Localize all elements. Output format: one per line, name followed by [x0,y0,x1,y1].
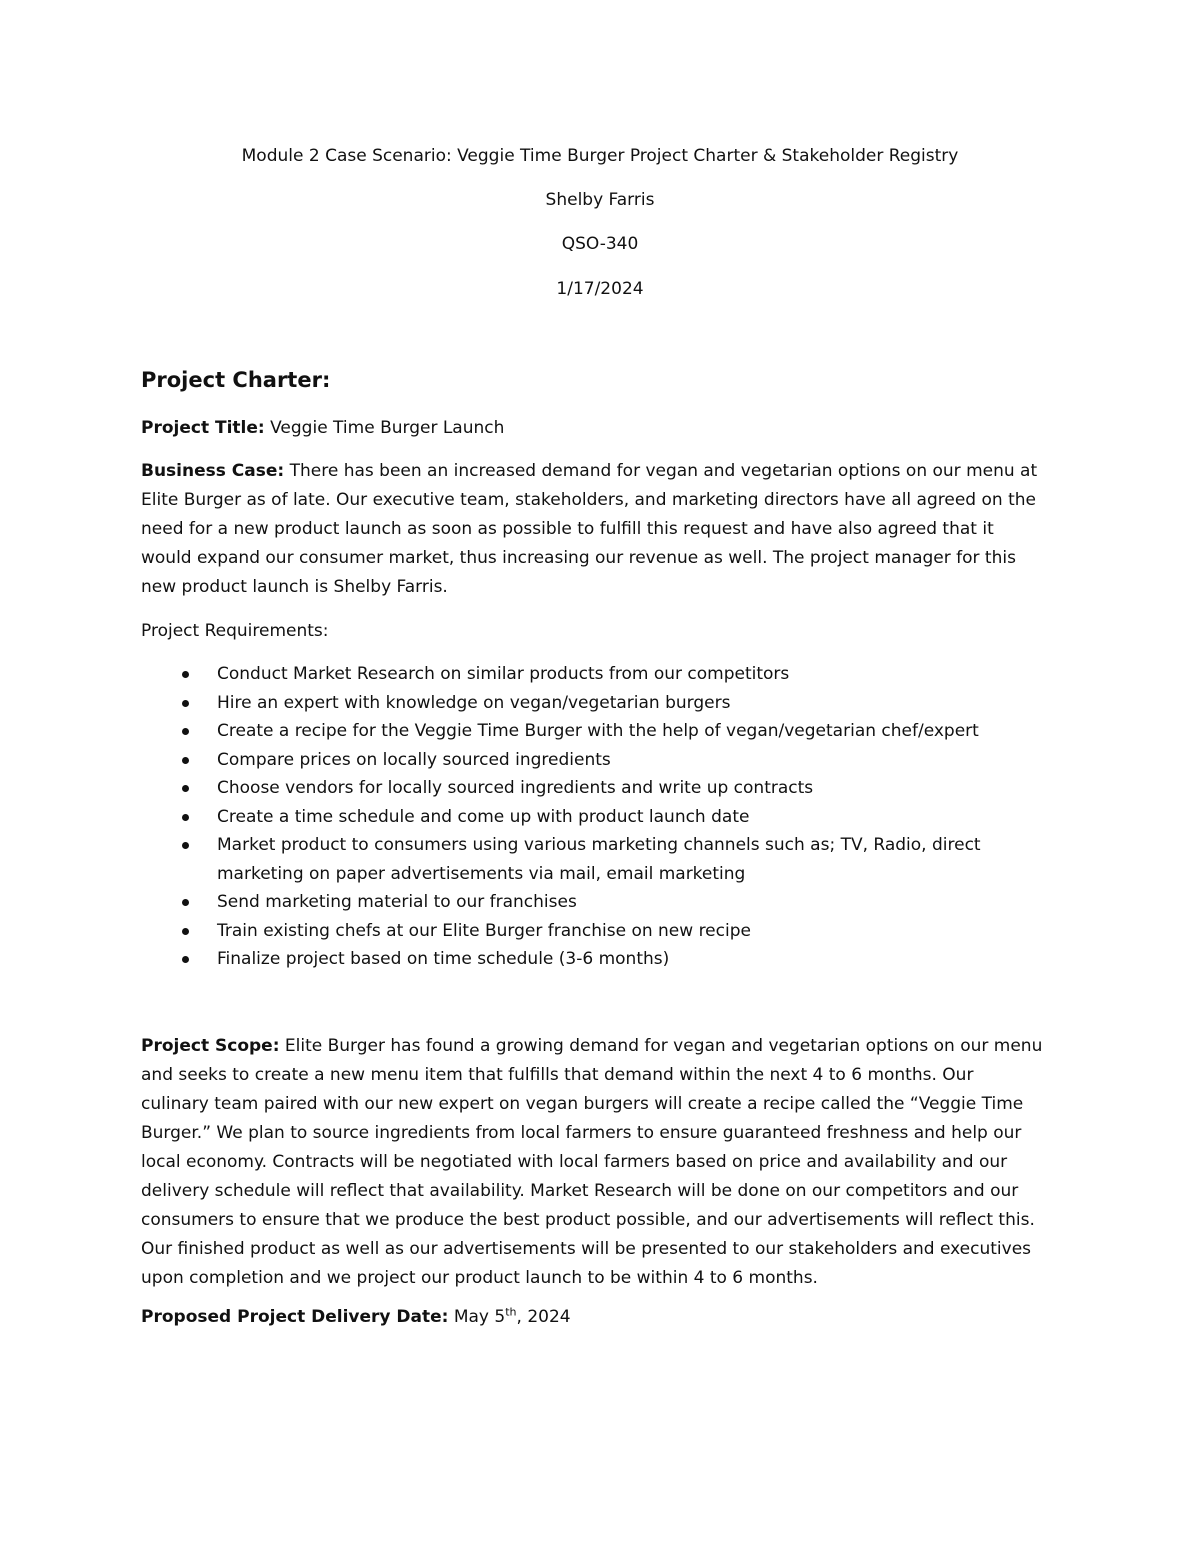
bullet-icon [182,928,189,935]
business-case-line: new product launch is Shelby Farris. [141,577,448,597]
list-item-text: Train existing chefs at our Elite Burger franchise on new recipe [217,920,751,941]
delivery-date-month: May 5 [448,1307,506,1327]
bullet-icon [182,671,189,678]
document-title: Module 2 Case Scenario: Veggie Time Burger Project Charter & Stakeholder Registry [241,146,959,166]
scope-line: Burger.” We plan to source ingredients from local farmers to ensure guaranteed freshness and help our [141,1123,1022,1143]
list-item-text: Market product to consumers using various marketing channels such as; TV, Radio, direct [217,835,981,855]
scope-line: Elite Burger has found a growing demand for vegan and vegetarian options on our menu [279,1036,1043,1056]
scope-line: Our finished product as well as our advertisements will be presented to our stakeholders and executives [141,1239,1032,1259]
bullet-icon [182,956,189,963]
list-item-text: Create a recipe for the Veggie Time Burger with the help of vegan/vegetarian chef/expert [217,721,979,741]
course-code: QSO-340 [561,234,639,254]
list-item-text: Choose vendors for locally sourced ingredients and write up contracts [217,778,814,798]
requirements-heading-text: Project Requirements: [141,621,329,641]
list-item-text: Hire an expert with knowledge on vegan/vegetarian burgers [217,692,731,713]
list-item [141,831,1061,888]
requirements-heading [141,617,1071,646]
scope-line: consumers to ensure that we produce the best product possible, and our advertisements will reflect this. [141,1210,1035,1230]
scope-line: local economy. Contracts will be negotiated with local farmers based on price and availability and our [141,1152,1008,1172]
delivery-date-suffix: th [505,1305,517,1319]
list-item [141,746,1061,775]
document-date: 1/17/2024 [556,279,644,299]
scope-line: upon completion and we project our product launch to be within 4 to 6 months. [141,1268,818,1288]
list-item-text: Compare prices on locally sourced ingredients [217,749,611,770]
list-item [141,689,1061,718]
delivery-date-label: Proposed Project Delivery Date: [141,1307,449,1327]
bullet-icon [182,842,189,849]
business-case-line: need for a new product launch as soon as possible to fulfill this request and have also agreed that it [141,519,994,539]
list-item-text: Create a time schedule and come up with product launch date [217,806,750,827]
list-item [141,917,1061,946]
list-item [141,660,1061,689]
bullet-icon [182,728,189,735]
list-item [141,945,1061,974]
author-name: Shelby Farris [545,190,655,210]
list-item-text: Finalize project based on time schedule (3-6 months) [217,949,670,969]
bullet-icon [182,757,189,764]
business-case-label: Business Case: [141,461,285,481]
list-item [141,803,1061,832]
scope-line: culinary team paired with our new expert on vegan burgers will create a recipe called the “Veggie Time [141,1094,1024,1114]
project-scope-label: Project Scope: [141,1036,280,1056]
delivery-date-paragraph [141,1303,1071,1332]
list-item [141,888,1061,917]
bullet-icon [182,814,189,821]
business-case-paragraph [141,457,1071,602]
list-item-text: Send marketing material to our franchises [217,892,577,912]
project-scope-paragraph [141,1032,1071,1293]
business-case-line: There has been an increased demand for vegan and vegetarian options on our menu at [284,461,1038,481]
scope-line: and seeks to create a new menu item that fulfills that demand within the next 4 to 6 months. Our [141,1065,974,1085]
project-title-paragraph [141,414,1071,443]
scope-line: delivery schedule will reflect that availability. Market Research will be done on our competitors and our [141,1181,1019,1201]
business-case-line: would expand our consumer market, thus increasing our revenue as well. The project manager for this [141,548,1016,568]
section-heading-project-charter: Project Charter: [141,368,331,392]
list-item [141,717,1061,746]
list-item [141,774,1061,803]
bullet-icon [182,899,189,906]
bullet-icon [182,785,189,792]
requirements-list [141,660,1061,974]
list-item-text: Conduct Market Research on similar products from our competitors [217,664,790,684]
business-case-line: Elite Burger as of late. Our executive team, stakeholders, and marketing directors have all agreed on the [141,490,1036,510]
bullet-icon [182,700,189,707]
list-item-text: marketing on paper advertisements via mail, email marketing [217,863,746,884]
project-title-label: Project Title: [141,418,265,438]
delivery-date-year: , 2024 [516,1307,571,1327]
project-title-value: Veggie Time Burger Launch [264,418,505,438]
